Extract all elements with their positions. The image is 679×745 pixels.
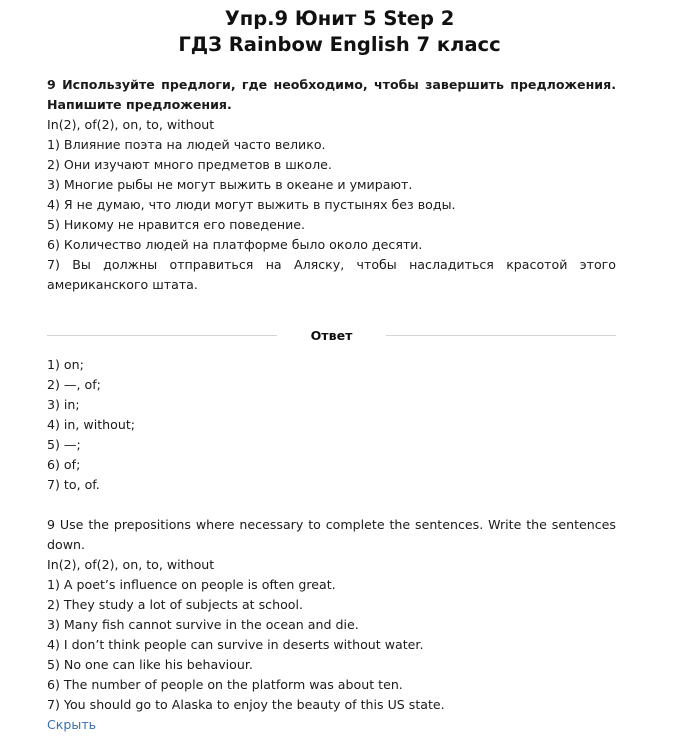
task-en-item: 2) They study a lot of subjects at school.: [47, 597, 303, 612]
page-header: [0, 0, 679, 58]
answers-list: [47, 355, 616, 495]
task-en-item: 3) Many fish cannot survive in the ocean and die.: [47, 617, 359, 632]
divider-rule-right: [386, 335, 616, 336]
prepositions-list-en: In(2), of(2), on, to, without: [47, 557, 215, 572]
answer-item: 1) on;: [47, 357, 84, 372]
answer-item: 7) to, of.: [47, 477, 100, 492]
answer-item: 4) in, without;: [47, 417, 136, 432]
task-item: 6) Количество людей на платформе было около десяти.: [47, 237, 423, 252]
answer-divider: [47, 325, 616, 345]
task-russian: [47, 75, 616, 295]
task-en-heading-line1: 9 Use the prepositions where necessary to complete the sentences. Write the sentences: [47, 517, 616, 532]
task-item: 1) Влияние поэта на людей часто велико.: [47, 137, 326, 152]
page-title-line1: Упр.9 Юнит 5 Step 2: [224, 7, 455, 30]
answer-item: 5) —;: [47, 437, 81, 452]
task-english: [47, 515, 616, 735]
answer-item: 2) —, of;: [47, 377, 101, 392]
answer-heading: Ответ: [310, 327, 353, 343]
divider-rule-left: [47, 335, 277, 336]
page-title-line2: ГДЗ Rainbow English 7 класс: [178, 33, 501, 56]
task-item-7-line2: американского штата.: [47, 277, 198, 292]
task-heading-line1: 9 Используйте предлоги, где необходимо, чтобы завершить предложения.: [47, 77, 616, 92]
task-en-item: 5) No one can like his behaviour.: [47, 657, 253, 672]
task-item: 2) Они изучают много предметов в школе.: [47, 157, 332, 172]
task-item-7-line1: 7) Вы должны отправиться на Аляску, чтобы насладиться красотой этого: [47, 257, 616, 272]
prepositions-list: In(2), of(2), on, to, without: [47, 117, 215, 132]
task-en-item: 7) You should go to Alaska to enjoy the beauty of this US state.: [47, 697, 445, 712]
task-en-item: 1) A poet’s influence on people is often great.: [47, 577, 336, 592]
answer-item: 6) of;: [47, 457, 81, 472]
task-en-heading-line2: down.: [47, 537, 85, 552]
task-en-item: 6) The number of people on the platform was about ten.: [47, 677, 403, 692]
task-item: 4) Я не думаю, что люди могут выжить в пустынях без воды.: [47, 197, 456, 212]
task-heading-line2: Напишите предложения.: [47, 97, 232, 112]
task-en-item: 4) I don’t think people can survive in deserts without water.: [47, 637, 424, 652]
hide-link[interactable]: Скрыть: [47, 717, 97, 732]
task-item: 3) Многие рыбы не могут выжить в океане и умирают.: [47, 177, 413, 192]
answer-item: 3) in;: [47, 397, 80, 412]
task-item: 5) Никому не нравится его поведение.: [47, 217, 306, 232]
